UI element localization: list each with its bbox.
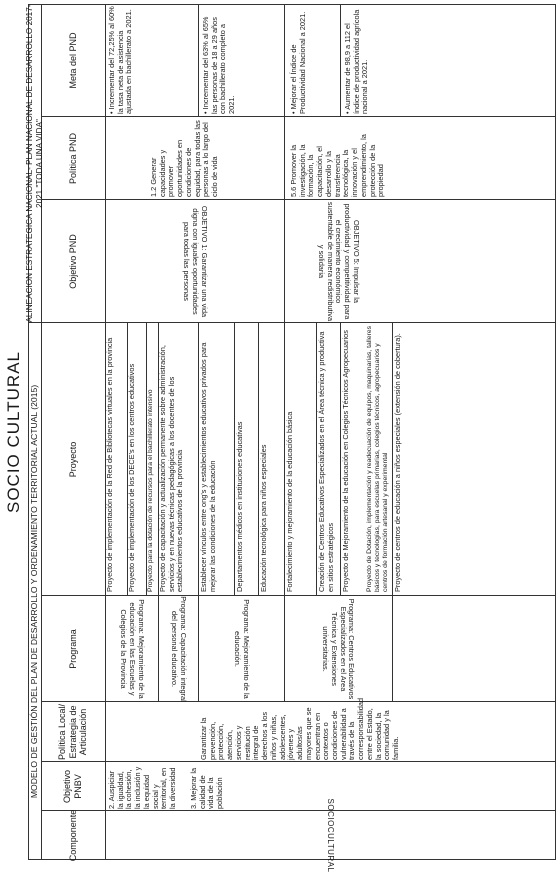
meta-pnd-1-text: Incrementar del 72,25% al 60% la tasa neta de asistencia ajustada en bachillerato a 2021. [107, 6, 134, 114]
meta-pnd-3-text: Mejorar el Índice de Productividad Nacional a 2021. [289, 11, 307, 114]
proyecto-8: Fortalecimiento y mejoramiento de la educación básica [285, 411, 294, 592]
proyecto-2: Proyecto de implementación de los DECE's en los centros educativos [127, 363, 136, 592]
meta-pnd-2-text: Incrementar del 63% al 65% las personas de 18 a 29 años con bachillerato completo a 2021. [201, 16, 237, 114]
page-title: SOCIO CULTURAL [3, 351, 23, 513]
proyecto-12: Proyecto de centros de educación a niños especiales (extensión de cobertura). [393, 333, 402, 592]
proyecto-3: Proyecto para la dotación de recursos para el bachillerato intensivo [147, 389, 154, 592]
programa-1: Programa: Mejoramiento de la educación en las Escuelas y Colegios de la Provincia [119, 599, 146, 699]
objetivo-pnbv-3: 3. Mejorar la calidad de vida de la población [189, 767, 225, 809]
programa-4: Programa: Centros Educativos Especializados en el Area Técnica y Extensiones universitarias. [321, 598, 357, 700]
objetivo-pnd-1: OBJETIVO 1: Garantizar una vida digna con iguales oportunidades para todas las personas [182, 205, 209, 318]
meta-pnd-4: • Aumentar de 98,9 a 112 el índice de productividad agrícola nacional a 2021. [343, 9, 370, 114]
col-header-meta-pnd: Meta del PND [67, 32, 78, 89]
componente-value: SOCIOCULTURAL [326, 798, 336, 872]
proyecto-9: Creación de Centros Educativos Especializados en el Área técnica y productiva en sitios estratégicos [317, 331, 335, 592]
objetivo-pnbv-2: 2. Auspiciar la igualdad, la cohesión, la inclusión y la equidad social y territorial, en la diversidad [107, 766, 178, 809]
objetivo-pnd-5: OBJETIVO 5: Impulsar la productividad y competitividad para el crecimiento económico sustentable de manera redistributiva y solidaria [316, 201, 361, 322]
header-right: ALINEACION ESTRATEGICA NACIONAL- PLAN NACIONAL DE DESARROLLO 2017-2021 "TODA UNA VIDA" [24, 4, 44, 323]
col-header-objetivo-pnd: Objetivo PND [67, 234, 78, 289]
col-header-componente: Componente [67, 809, 78, 862]
meta-pnd-3: • Mejorar el Índice de Productividad Nacional a 2021. [289, 11, 307, 114]
proyecto-1: Proyecto de implementación de la Red de Bibliotecas virtuales en la provincia [105, 337, 114, 592]
proyecto-5: Establecer vínculos entre ong's y establecimientos educativos privados para mejorar las condiciones de la educación [199, 342, 217, 592]
politica-pnd-1-2: 1.2 Generar capacidades y promover oportunidades en condiciones de equidad, para todas las personas a lo largo del ciclo de vida [149, 120, 220, 197]
col-header-politica-pnd: Política PND [67, 132, 78, 185]
programa-2: Programa: Capacitación integral del personal educativo. [170, 596, 188, 702]
col-header-programa: Programa [67, 629, 78, 669]
meta-pnd-2: • Incrementar del 63% al 65% las personas de 18 a 29 años con bachillerato completo a 2021. [201, 16, 237, 114]
proyecto-7: Educación tecnológica para niños especiales [259, 444, 268, 592]
meta-pnd-4-text: Aumentar de 98,9 a 112 el índice de productividad agrícola nacional a 2021. [343, 9, 370, 114]
col-header-objetivo-pnbv: Objetivo PNBV [62, 769, 83, 804]
col-header-politica-local: Política Local/ Estrategia de Articulación [57, 703, 89, 761]
proyecto-4: Proyecto de capacitación y actualización permanente sobre administración, servicios y en nuevas técnicas pedagógicas a los docentes de los establecimientos educativos de la provincia [158, 345, 185, 592]
proyecto-6: Departamentos médicos en instituciones educativas [235, 421, 244, 592]
meta-pnd-1: • Incrementar del 72,25% al 60% la tasa neta de asistencia ajustada en bachillerato a 2021. [107, 6, 134, 114]
programa-3: Programa: Mejoramiento de la educación. [233, 599, 251, 699]
politica-local-value: Garantizar la prevención, protección, atención, servicios y restitución integral de derechos a los niños y niñas, adolescentes, jóvenes y adultos/as mayores que se encuentran en contextos o condiciones de vulnerabilidad a través de la corresponsabilidad entre el Estado, la sociedad, la comunidad y la familia. [199, 697, 401, 760]
politica-pnd-5-6: 5.6 Promover la investigación, la formación, la capacitación, el desarrollo y la transferencia tecnológica, la innovación y el emprendimiento, la protección de la propiedad [289, 134, 386, 197]
header-left: MODELO DE GESTIÓN DEL PLAN DE DESARROLLO Y ORDENAMIENTO TERRITORIAL ACTUAL (2015) [29, 384, 40, 799]
proyecto-10: Proyecto de Mejoramiento de la educación en Colegios Técnicos Agropecuarios [341, 330, 350, 592]
proyecto-11: Proyecto de Dotación, implementación y readecuación de equipos, maquinarias, talleres básicos y tecnologías, para escuelas primarias, colegios técnicos, agropecuarios y centros de formación artesanal y experimental [366, 326, 390, 592]
col-header-proyecto: Proyecto [67, 441, 78, 478]
